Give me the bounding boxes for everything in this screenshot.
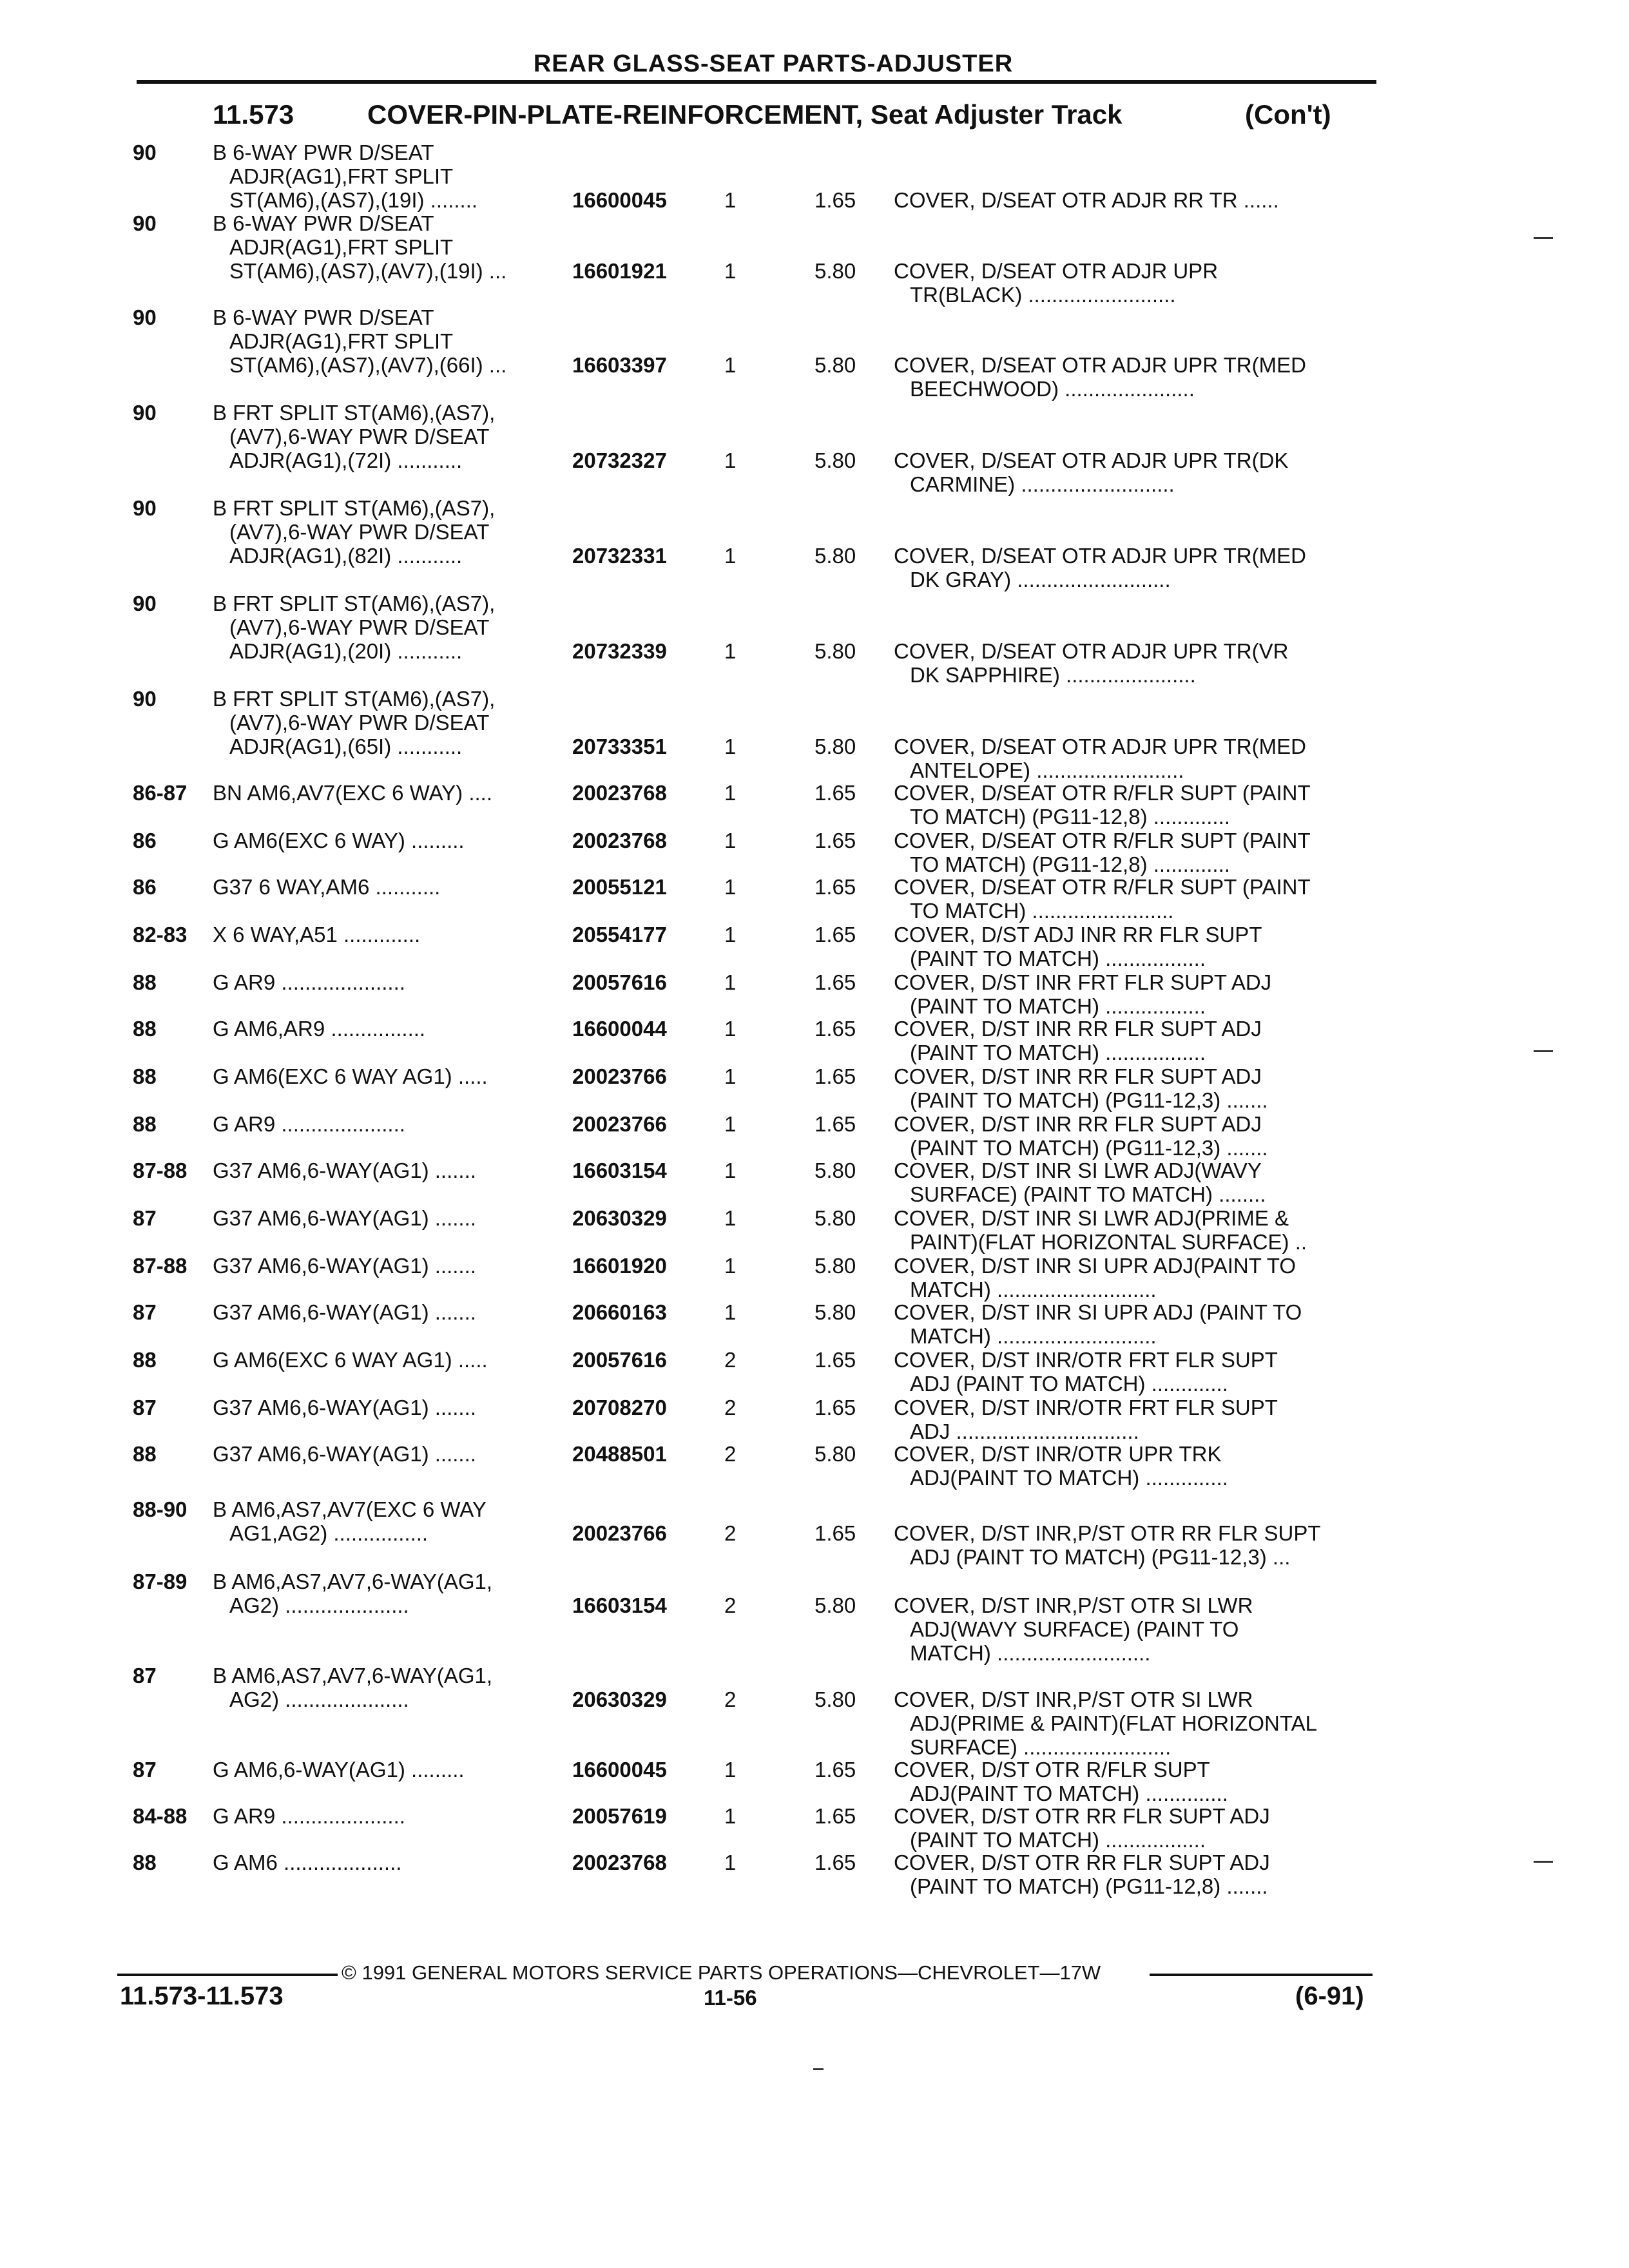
part-name: COVER, D/ST INR/OTR FRT FLR SUPT: [894, 1396, 1278, 1419]
part-number: 20023768: [572, 829, 667, 852]
application-text: AG1,AG2) ................: [229, 1521, 429, 1545]
price: 5.80: [815, 544, 856, 568]
part-name: DK GRAY) ..........................: [910, 568, 1171, 591]
part-name: MATCH) ..........................: [910, 1641, 1151, 1665]
part-number: 20660163: [572, 1300, 667, 1324]
price: 5.80: [815, 1254, 856, 1278]
price: 5.80: [815, 1206, 856, 1230]
application-text: G AR9 .....................: [213, 1112, 405, 1136]
part-name: (PAINT TO MATCH) .................: [910, 1041, 1206, 1064]
part-number: 16603397: [572, 353, 667, 377]
part-name: COVER, D/ST ADJ INR RR FLR SUPT: [894, 923, 1262, 947]
page-title: REAR GLASS-SEAT PARTS-ADJUSTER: [533, 50, 1014, 77]
quantity: 2: [724, 1593, 737, 1617]
price: 1.65: [815, 1064, 856, 1088]
application-text: B FRT SPLIT ST(AM6),(AS7),: [213, 687, 496, 711]
part-name: TO MATCH) (PG11-12,8) .............: [910, 805, 1230, 829]
model-year: 84-88: [133, 1804, 188, 1828]
quantity: 1: [724, 259, 737, 283]
part-name: COVER, D/ST INR RR FLR SUPT ADJ: [894, 1064, 1262, 1088]
application-text: ADJR(AG1),(20I) ...........: [229, 639, 463, 663]
model-year: 90: [133, 591, 157, 615]
application-text: B 6-WAY PWR D/SEAT: [213, 211, 434, 235]
price: 1.65: [815, 829, 856, 852]
part-name: COVER, D/SEAT OTR ADJR UPR TR(MED: [894, 735, 1306, 758]
quantity: 1: [724, 639, 737, 663]
margin-mark: [1534, 237, 1553, 239]
part-name: COVER, D/ST OTR RR FLR SUPT ADJ: [894, 1850, 1270, 1874]
part-number: 16600045: [572, 188, 667, 212]
quantity: 1: [724, 970, 737, 994]
quantity: 1: [724, 1254, 737, 1278]
application-text: ADJR(AG1),FRT SPLIT: [229, 329, 454, 353]
part-name: COVER, D/ST INR SI UPR ADJ(PAINT TO: [894, 1254, 1296, 1278]
application-text: ADJR(AG1),(72I) ...........: [229, 448, 463, 472]
application-text: AG2) .....................: [229, 1593, 409, 1617]
quantity: 1: [724, 923, 737, 947]
part-number: 20630329: [572, 1687, 667, 1711]
quantity: 1: [724, 1064, 737, 1088]
part-name: TR(BLACK) .........................: [910, 283, 1176, 307]
price: 5.80: [815, 259, 856, 283]
part-name: ADJ(WAVY SURFACE) (PAINT TO: [910, 1617, 1239, 1641]
application-text: G AM6,AR9 ................: [213, 1017, 426, 1041]
quantity: 1: [724, 1804, 737, 1828]
part-number: 20554177: [572, 923, 667, 947]
price: 1.65: [815, 1758, 856, 1782]
application-text: B 6-WAY PWR D/SEAT: [213, 305, 434, 329]
price: 5.80: [815, 353, 856, 377]
model-year: 87-88: [133, 1254, 188, 1278]
part-number: 20023766: [572, 1521, 667, 1545]
quantity: 1: [724, 1758, 737, 1782]
application-text: B FRT SPLIT ST(AM6),(AS7),: [213, 496, 496, 520]
part-name: ADJ (PAINT TO MATCH) (PG11-12,3) ...: [910, 1545, 1291, 1569]
application-text: G AR9 .....................: [213, 970, 405, 994]
application-text: G AM6 ....................: [213, 1850, 402, 1874]
section-title: COVER-PIN-PLATE-REINFORCEMENT, Seat Adjuster Track: [367, 99, 1123, 130]
part-name: COVER, D/ST OTR R/FLR SUPT: [894, 1758, 1210, 1782]
application-text: BN AM6,AV7(EXC 6 WAY) ....: [213, 781, 492, 805]
part-name: COVER, D/ST INR/OTR FRT FLR SUPT: [894, 1348, 1278, 1372]
footer-rule-left: [117, 1974, 338, 1976]
application-text: B FRT SPLIT ST(AM6),(AS7),: [213, 591, 496, 615]
part-name: COVER, D/SEAT OTR R/FLR SUPT (PAINT: [894, 781, 1311, 805]
price: 1.65: [815, 1850, 856, 1874]
quantity: 1: [724, 448, 737, 472]
part-number: 20732327: [572, 448, 667, 472]
section-number: 11.573: [213, 99, 294, 130]
price: 1.65: [815, 1521, 856, 1545]
price: 5.80: [815, 639, 856, 663]
part-name: CARMINE) ..........................: [910, 472, 1175, 496]
continued-label: (Con't): [1245, 99, 1331, 130]
model-year: 90: [133, 687, 157, 711]
part-name: COVER, D/ST INR SI LWR ADJ(PRIME &: [894, 1206, 1289, 1230]
model-year: 88-90: [133, 1497, 188, 1521]
application-text: X 6 WAY,A51 .............: [213, 923, 421, 947]
part-name: ADJ ...............................: [910, 1419, 1139, 1443]
part-number: 16600045: [572, 1758, 667, 1782]
application-text: B AM6,AS7,AV7,6-WAY(AG1,: [213, 1664, 493, 1687]
application-text: G37 AM6,6-WAY(AG1) .......: [213, 1396, 476, 1419]
part-name: COVER, D/ST INR RR FLR SUPT ADJ: [894, 1017, 1262, 1041]
part-name: COVER, D/ST OTR RR FLR SUPT ADJ: [894, 1804, 1270, 1828]
footer-section-range: 11.573-11.573: [120, 1982, 284, 2010]
price: 5.80: [815, 1593, 856, 1617]
application-text: G AM6,6-WAY(AG1) .........: [213, 1758, 465, 1782]
part-name: (PAINT TO MATCH) .................: [910, 994, 1206, 1018]
price: 5.80: [815, 1300, 856, 1324]
part-number: 16600044: [572, 1017, 667, 1041]
footer-copyright: © 1991 GENERAL MOTORS SERVICE PARTS OPERATIONS—CHEVROLET—17W: [342, 1961, 1101, 1984]
model-year: 88: [133, 970, 157, 994]
price: 5.80: [815, 1687, 856, 1711]
application-text: G37 AM6,6-WAY(AG1) .......: [213, 1254, 476, 1278]
part-name: DK SAPPHIRE) ......................: [910, 663, 1196, 687]
part-number: 16603154: [572, 1593, 667, 1617]
part-number: 20732331: [572, 544, 667, 568]
part-name: COVER, D/ST INR SI LWR ADJ(WAVY: [894, 1158, 1262, 1182]
quantity: 1: [724, 1300, 737, 1324]
part-name: MATCH) ...........................: [910, 1324, 1157, 1348]
quantity: 2: [724, 1521, 737, 1545]
model-year: 90: [133, 401, 157, 425]
model-year: 88: [133, 1442, 157, 1466]
part-name: COVER, D/ST INR/OTR UPR TRK: [894, 1442, 1222, 1466]
price: 1.65: [815, 1348, 856, 1372]
application-text: ST(AM6),(AS7),(AV7),(66I) ...: [229, 353, 507, 377]
part-number: 20023768: [572, 1850, 667, 1874]
price: 1.65: [815, 1017, 856, 1041]
quantity: 1: [724, 829, 737, 852]
price: 5.80: [815, 1158, 856, 1182]
part-name: ADJ (PAINT TO MATCH) .............: [910, 1372, 1228, 1396]
application-text: AG2) .....................: [229, 1687, 409, 1711]
model-year: 87-88: [133, 1158, 188, 1182]
part-name: (PAINT TO MATCH) .................: [910, 1828, 1206, 1852]
price: 1.65: [815, 1804, 856, 1828]
part-name: COVER, D/SEAT OTR ADJR RR TR ......: [894, 188, 1279, 212]
quantity: 1: [724, 188, 737, 212]
quantity: 2: [724, 1442, 737, 1466]
price: 1.65: [815, 1396, 856, 1419]
quantity: 2: [724, 1348, 737, 1372]
model-year: 90: [133, 211, 157, 235]
part-name: ADJ(PAINT TO MATCH) ..............: [910, 1466, 1228, 1490]
model-year: 87: [133, 1300, 157, 1324]
part-name: COVER, D/SEAT OTR ADJR UPR: [894, 259, 1219, 283]
quantity: 2: [724, 1687, 737, 1711]
model-year: 88: [133, 1850, 157, 1874]
part-number: 20023768: [572, 781, 667, 805]
application-text: ST(AM6),(AS7),(19I) ........: [229, 188, 478, 212]
part-number: 20057616: [572, 1348, 667, 1372]
part-name: (PAINT TO MATCH) (PG11-12,8) .......: [910, 1874, 1268, 1898]
application-text: G37 AM6,6-WAY(AG1) .......: [213, 1206, 476, 1230]
part-name: (PAINT TO MATCH) .................: [910, 947, 1206, 970]
model-year: 88: [133, 1348, 157, 1372]
part-name: BEECHWOOD) ......................: [910, 377, 1195, 401]
application-text: (AV7),6-WAY PWR D/SEAT: [229, 711, 490, 735]
part-name: SURFACE) .........................: [910, 1735, 1171, 1759]
quantity: 1: [724, 1206, 737, 1230]
margin-mark: [813, 2068, 824, 2070]
price: 1.65: [815, 923, 856, 947]
model-year: 87: [133, 1206, 157, 1230]
application-text: B FRT SPLIT ST(AM6),(AS7),: [213, 401, 496, 425]
model-year: 88: [133, 1112, 157, 1136]
part-name: COVER, D/SEAT OTR ADJR UPR TR(DK: [894, 448, 1289, 472]
part-name: (PAINT TO MATCH) (PG11-12,3) .......: [910, 1088, 1268, 1112]
price: 1.65: [815, 970, 856, 994]
part-name: COVER, D/SEAT OTR ADJR UPR TR(MED: [894, 353, 1306, 377]
application-text: G37 AM6,6-WAY(AG1) .......: [213, 1442, 476, 1466]
application-text: G AM6(EXC 6 WAY AG1) .....: [213, 1348, 488, 1372]
part-number: 20708270: [572, 1396, 667, 1419]
model-year: 87: [133, 1396, 157, 1419]
part-name: (PAINT TO MATCH) (PG11-12,3) .......: [910, 1136, 1268, 1160]
application-text: (AV7),6-WAY PWR D/SEAT: [229, 520, 490, 544]
part-number: 16601920: [572, 1254, 667, 1278]
model-year: 87-89: [133, 1570, 188, 1593]
application-text: ST(AM6),(AS7),(AV7),(19I) ...: [229, 259, 507, 283]
quantity: 1: [724, 544, 737, 568]
margin-mark: [1534, 1050, 1553, 1052]
application-text: G37 AM6,6-WAY(AG1) .......: [213, 1300, 476, 1324]
quantity: 1: [724, 1850, 737, 1874]
price: 5.80: [815, 735, 856, 758]
quantity: 1: [724, 1017, 737, 1041]
quantity: 1: [724, 735, 737, 758]
quantity: 1: [724, 781, 737, 805]
footer-rule-right: [1150, 1974, 1373, 1976]
model-year: 86: [133, 829, 157, 852]
part-name: COVER, D/SEAT OTR ADJR UPR TR(MED: [894, 544, 1306, 568]
model-year: 86: [133, 875, 157, 899]
quantity: 1: [724, 1112, 737, 1136]
part-number: 20732339: [572, 639, 667, 663]
part-name: ADJ(PAINT TO MATCH) ..............: [910, 1782, 1228, 1805]
quantity: 1: [724, 875, 737, 899]
price: 1.65: [815, 875, 856, 899]
price: 5.80: [815, 1442, 856, 1466]
application-text: B AM6,AS7,AV7(EXC 6 WAY: [213, 1497, 487, 1521]
model-year: 90: [133, 305, 157, 329]
part-name: COVER, D/SEAT OTR R/FLR SUPT (PAINT: [894, 829, 1311, 852]
part-name: COVER, D/ST INR RR FLR SUPT ADJ: [894, 1112, 1262, 1136]
price: 1.65: [815, 188, 856, 212]
quantity: 1: [724, 1158, 737, 1182]
quantity: 1: [724, 353, 737, 377]
part-number: 20057619: [572, 1804, 667, 1828]
application-text: (AV7),6-WAY PWR D/SEAT: [229, 425, 490, 448]
application-text: G AM6(EXC 6 WAY) .........: [213, 829, 465, 852]
application-text: B AM6,AS7,AV7,6-WAY(AG1,: [213, 1570, 493, 1593]
part-name: ADJ(PRIME & PAINT)(FLAT HORIZONTAL: [910, 1711, 1317, 1735]
part-number: 16603154: [572, 1158, 667, 1182]
part-number: 20733351: [572, 735, 667, 758]
part-number: 20055121: [572, 875, 667, 899]
model-year: 87: [133, 1758, 157, 1782]
model-year: 82-83: [133, 923, 188, 947]
application-text: (AV7),6-WAY PWR D/SEAT: [229, 615, 490, 639]
price: 5.80: [815, 448, 856, 472]
application-text: ADJR(AG1),(82I) ...........: [229, 544, 463, 568]
model-year: 87: [133, 1664, 157, 1687]
application-text: ADJR(AG1),FRT SPLIT: [229, 235, 454, 259]
part-name: SURFACE) (PAINT TO MATCH) ........: [910, 1182, 1266, 1206]
part-number: 20488501: [572, 1442, 667, 1466]
part-name: COVER, D/SEAT OTR ADJR UPR TR(VR: [894, 639, 1289, 663]
footer-page-number: 11-56: [704, 1986, 757, 2010]
part-name: TO MATCH) ........................: [910, 899, 1174, 923]
model-year: 86-87: [133, 781, 188, 805]
model-year: 88: [133, 1064, 157, 1088]
quantity: 2: [724, 1396, 737, 1419]
margin-mark: [1534, 1861, 1553, 1863]
model-year: 90: [133, 140, 157, 164]
part-number: 16601921: [572, 259, 667, 283]
part-name: COVER, D/ST INR,P/ST OTR SI LWR: [894, 1687, 1253, 1711]
part-name: ANTELOPE) .........................: [910, 758, 1184, 782]
footer-revision-date: (6-91): [1295, 1982, 1364, 2010]
application-text: G37 6 WAY,AM6 ...........: [213, 875, 441, 899]
part-name: COVER, D/SEAT OTR R/FLR SUPT (PAINT: [894, 875, 1311, 899]
part-name: PAINT)(FLAT HORIZONTAL SURFACE) ..: [910, 1230, 1307, 1254]
part-name: COVER, D/ST INR,P/ST OTR SI LWR: [894, 1593, 1253, 1617]
application-text: B 6-WAY PWR D/SEAT: [213, 140, 434, 164]
part-number: 20023766: [572, 1064, 667, 1088]
part-number: 20057616: [572, 970, 667, 994]
part-name: COVER, D/ST INR FRT FLR SUPT ADJ: [894, 970, 1272, 994]
model-year: 88: [133, 1017, 157, 1041]
application-text: G37 AM6,6-WAY(AG1) .......: [213, 1158, 476, 1182]
application-text: G AM6(EXC 6 WAY AG1) .....: [213, 1064, 488, 1088]
price: 1.65: [815, 1112, 856, 1136]
part-name: COVER, D/ST INR SI UPR ADJ (PAINT TO: [894, 1300, 1302, 1324]
part-number: 20023766: [572, 1112, 667, 1136]
model-year: 90: [133, 496, 157, 520]
application-text: G AR9 .....................: [213, 1804, 405, 1828]
application-text: ADJR(AG1),(65I) ...........: [229, 735, 463, 758]
part-number: 20630329: [572, 1206, 667, 1230]
application-text: ADJR(AG1),FRT SPLIT: [229, 164, 454, 188]
price: 1.65: [815, 781, 856, 805]
part-name: TO MATCH) (PG11-12,8) .............: [910, 852, 1230, 876]
part-name: COVER, D/ST INR,P/ST OTR RR FLR SUPT: [894, 1521, 1321, 1545]
part-name: MATCH) ...........................: [910, 1278, 1157, 1302]
